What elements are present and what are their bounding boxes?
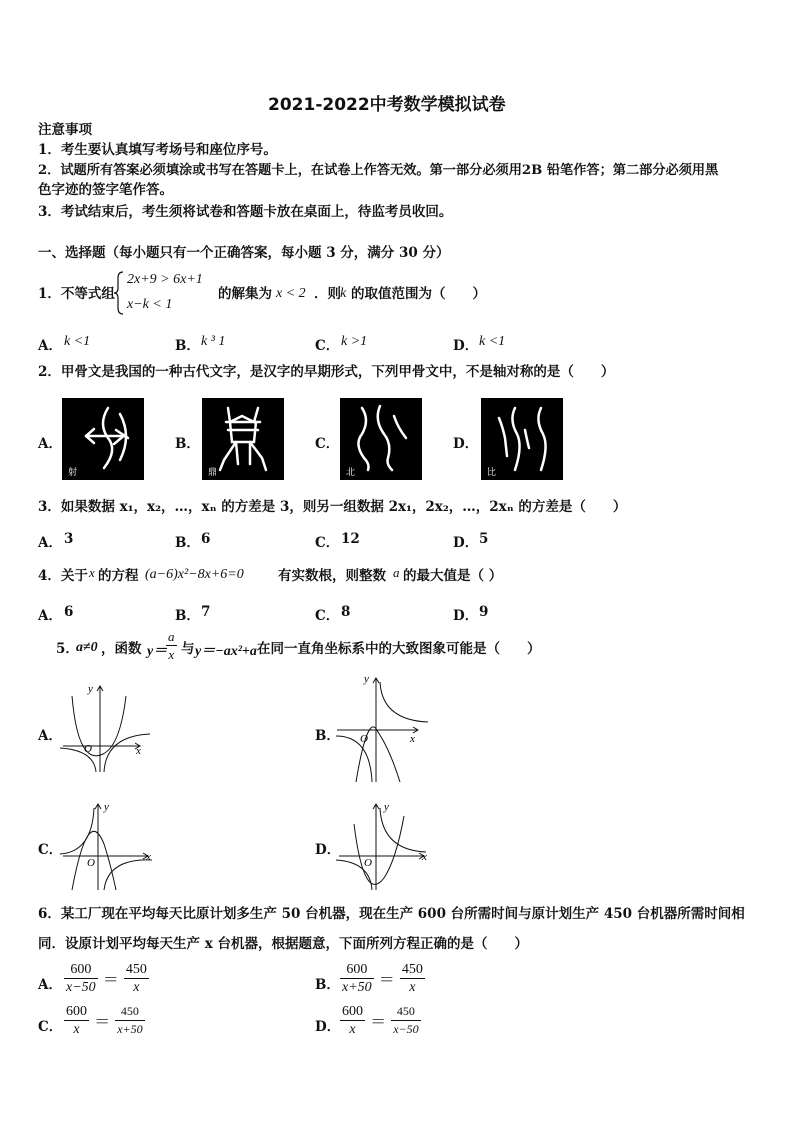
- q1-ineq-1: 2x+9 > 6x+1: [127, 272, 203, 287]
- q5-graph-c: [58, 794, 158, 894]
- origin-label: O: [84, 743, 92, 755]
- frac-num: 600: [342, 1004, 363, 1019]
- notice-heading: 注意事项: [38, 122, 92, 138]
- q4-option-text: 6: [64, 604, 74, 620]
- q5-part: 5．: [56, 641, 79, 657]
- section-heading: 一、选择题（每小题只有一个正确答案，每小题 3 分，满分 30 分）: [38, 245, 450, 261]
- q5-frac-den: x: [168, 647, 175, 662]
- oracle-ding-icon: [202, 398, 284, 480]
- notice-item: 色字迹的签字笔作答。: [38, 182, 173, 198]
- notice-item: 3．考试结束后，考生须将试卷和答题卡放在桌面上，待监考员收回。: [38, 204, 453, 220]
- q1-prefix: 1．不等式组: [38, 286, 115, 302]
- q1-brace: [113, 270, 125, 316]
- q6-option-equation: [64, 1003, 145, 1038]
- notice-item: 2．试题所有答案必须填涂或书写在答题卡上，在试卷上作答无效。第一部分必须用2B 铅笔作答；第二部分必须用黑: [38, 163, 719, 178]
- q5-graph-d: [334, 794, 434, 894]
- frac-den: x+50: [342, 980, 372, 995]
- q2-option-label: A．: [38, 436, 62, 452]
- q5-graph-a: [58, 676, 158, 776]
- oracle-bi-icon: [481, 398, 563, 480]
- glyph-caption: 射: [68, 468, 78, 478]
- q4-var: a: [393, 565, 400, 580]
- q1-mid: 的解集为: [218, 286, 272, 302]
- q4-option-text: 7: [201, 604, 211, 620]
- q4-option-text: 8: [341, 604, 351, 620]
- q4-part: 有实数根，则整数: [278, 568, 386, 584]
- x-axis-label: x: [146, 851, 151, 863]
- q1-option-label: B．: [175, 338, 200, 354]
- q5-cond: a≠0: [76, 640, 98, 655]
- frac-den: x−50: [66, 980, 96, 995]
- q2-stem: 2．甲骨文是我国的一种古代文字，是汉字的早期形式，下列甲骨文中，不是轴对称的是（ ）: [38, 364, 615, 380]
- glyph-caption: 比: [487, 468, 497, 478]
- q5-part: 与: [181, 641, 195, 657]
- q1-var: k: [340, 286, 347, 301]
- q4-option-text: 9: [479, 604, 489, 620]
- q5-frac-num: a: [168, 629, 175, 644]
- q5-part: 在同一直角坐标系中的大致图象可能是（ ）: [257, 641, 541, 657]
- y-axis-label: y: [364, 673, 369, 685]
- q4-option-label: B．: [175, 608, 200, 624]
- q6-option-label: A．: [38, 977, 62, 993]
- q6-option-equation: [340, 1003, 421, 1038]
- q3-stem: 3．如果数据 x₁，x₂，…，xₙ 的方差是 3，则另一组数据 2x₁，2x₂，…，2xₙ 的方差是（ ）: [38, 499, 627, 515]
- q4-var: x: [89, 565, 95, 580]
- frac-num: 600: [64, 961, 98, 979]
- q4-option-label: C．: [315, 608, 340, 624]
- q3-option-label: A．: [38, 535, 62, 551]
- q4-part: 4．关于: [38, 568, 88, 584]
- q5-option-label: B．: [315, 728, 340, 744]
- equals-sign: ＝: [378, 970, 395, 989]
- q1-option-text: k <1: [479, 334, 506, 349]
- q3-option-label: D．: [453, 535, 479, 551]
- q4-part: 的方程: [98, 568, 139, 584]
- x-axis-label: x: [136, 745, 141, 757]
- q1-option-text: k ³ 1: [201, 334, 226, 349]
- q1-ineq-2: x−k < 1: [127, 297, 173, 312]
- frac-num: 450: [125, 962, 147, 977]
- q5-option-label: A．: [38, 728, 62, 744]
- frac-num: 450: [401, 962, 423, 977]
- q1-cond: x < 2: [276, 286, 306, 301]
- q1-option-text: k >1: [341, 334, 368, 349]
- q3-option-text: 3: [64, 531, 74, 547]
- origin-label: O: [87, 857, 95, 869]
- x-axis-label: x: [422, 851, 427, 863]
- frac-num: 600: [66, 1004, 87, 1019]
- q6-option-equation: [64, 961, 149, 996]
- equals-sign: ＝: [94, 1012, 111, 1031]
- q3-option-label: B．: [175, 535, 200, 551]
- y-axis-label: y: [88, 683, 93, 695]
- equals-sign: ＝: [370, 1012, 387, 1031]
- equals-sign: ＝: [102, 970, 119, 989]
- glyph-caption: 北: [346, 468, 356, 478]
- q6-stem-line2: 同．设原计划平均每天生产 x 台机器，根据题意，下面所列方程正确的是（ ）: [38, 936, 528, 952]
- frac-num: 450: [391, 1003, 420, 1021]
- frac-den: x−50: [393, 1022, 419, 1036]
- q6-option-equation: [340, 961, 425, 996]
- frac-den: x: [409, 980, 416, 995]
- notice-item: 1．考生要认真填写考场号和座位序号。: [38, 142, 277, 158]
- q3-option-text: 5: [479, 531, 489, 547]
- q1-option-label: A．: [38, 338, 62, 354]
- frac-num: 600: [340, 961, 374, 979]
- origin-label: O: [360, 733, 368, 745]
- q5-fn2: y＝−ax²+a: [195, 644, 257, 659]
- oracle-she-icon: [62, 398, 144, 480]
- frac-den: x+50: [117, 1022, 143, 1036]
- q5-fraction: [166, 628, 177, 663]
- q2-option-label: B．: [175, 436, 200, 452]
- q4-part: 的最大值是（ ）: [403, 568, 503, 584]
- y-axis-label: y: [384, 801, 389, 813]
- q4-equation: (a−6)x²−8x+6=0: [145, 567, 244, 582]
- oracle-bei-icon: [340, 398, 422, 480]
- q5-graph-b: [334, 670, 434, 785]
- q2-option-label: D．: [453, 436, 479, 452]
- q4-option-label: D．: [453, 608, 479, 624]
- frac-num: 450: [115, 1003, 144, 1021]
- y-axis-label: y: [104, 801, 109, 813]
- frac-den: x: [349, 1022, 356, 1037]
- q1-tail: 的取值范围为（ ）: [351, 286, 486, 302]
- q6-stem-line1: 6．某工厂现在平均每天比原计划多生产 50 台机器，现在生产 600 台所需时间与原计划生产 450 台机器所需时间相: [38, 906, 745, 922]
- origin-label: O: [364, 857, 372, 869]
- q1-option-text: k <1: [64, 334, 91, 349]
- q5-part: ，函数: [101, 641, 142, 657]
- frac-den: x: [73, 1022, 80, 1037]
- q4-option-label: A．: [38, 608, 62, 624]
- q5-option-label: D．: [315, 842, 341, 858]
- frac-den: x: [133, 980, 140, 995]
- q6-option-label: C．: [38, 1019, 63, 1035]
- q1-option-label: D．: [453, 338, 479, 354]
- q3-option-text: 12: [341, 531, 360, 547]
- q5-fn1: y＝: [147, 644, 168, 659]
- q5-option-label: C．: [38, 842, 63, 858]
- q6-option-label: D．: [315, 1019, 341, 1035]
- x-axis-label: x: [410, 733, 415, 745]
- q1-option-label: C．: [315, 338, 340, 354]
- q3-option-text: 6: [201, 531, 211, 547]
- q1-suffix: ．则: [314, 286, 341, 302]
- q6-option-label: B．: [315, 977, 340, 993]
- glyph-caption: 鼎: [208, 468, 218, 478]
- q2-option-label: C．: [315, 436, 340, 452]
- q3-option-label: C．: [315, 535, 340, 551]
- page-title: 2021-2022中考数学模拟试卷: [268, 95, 506, 115]
